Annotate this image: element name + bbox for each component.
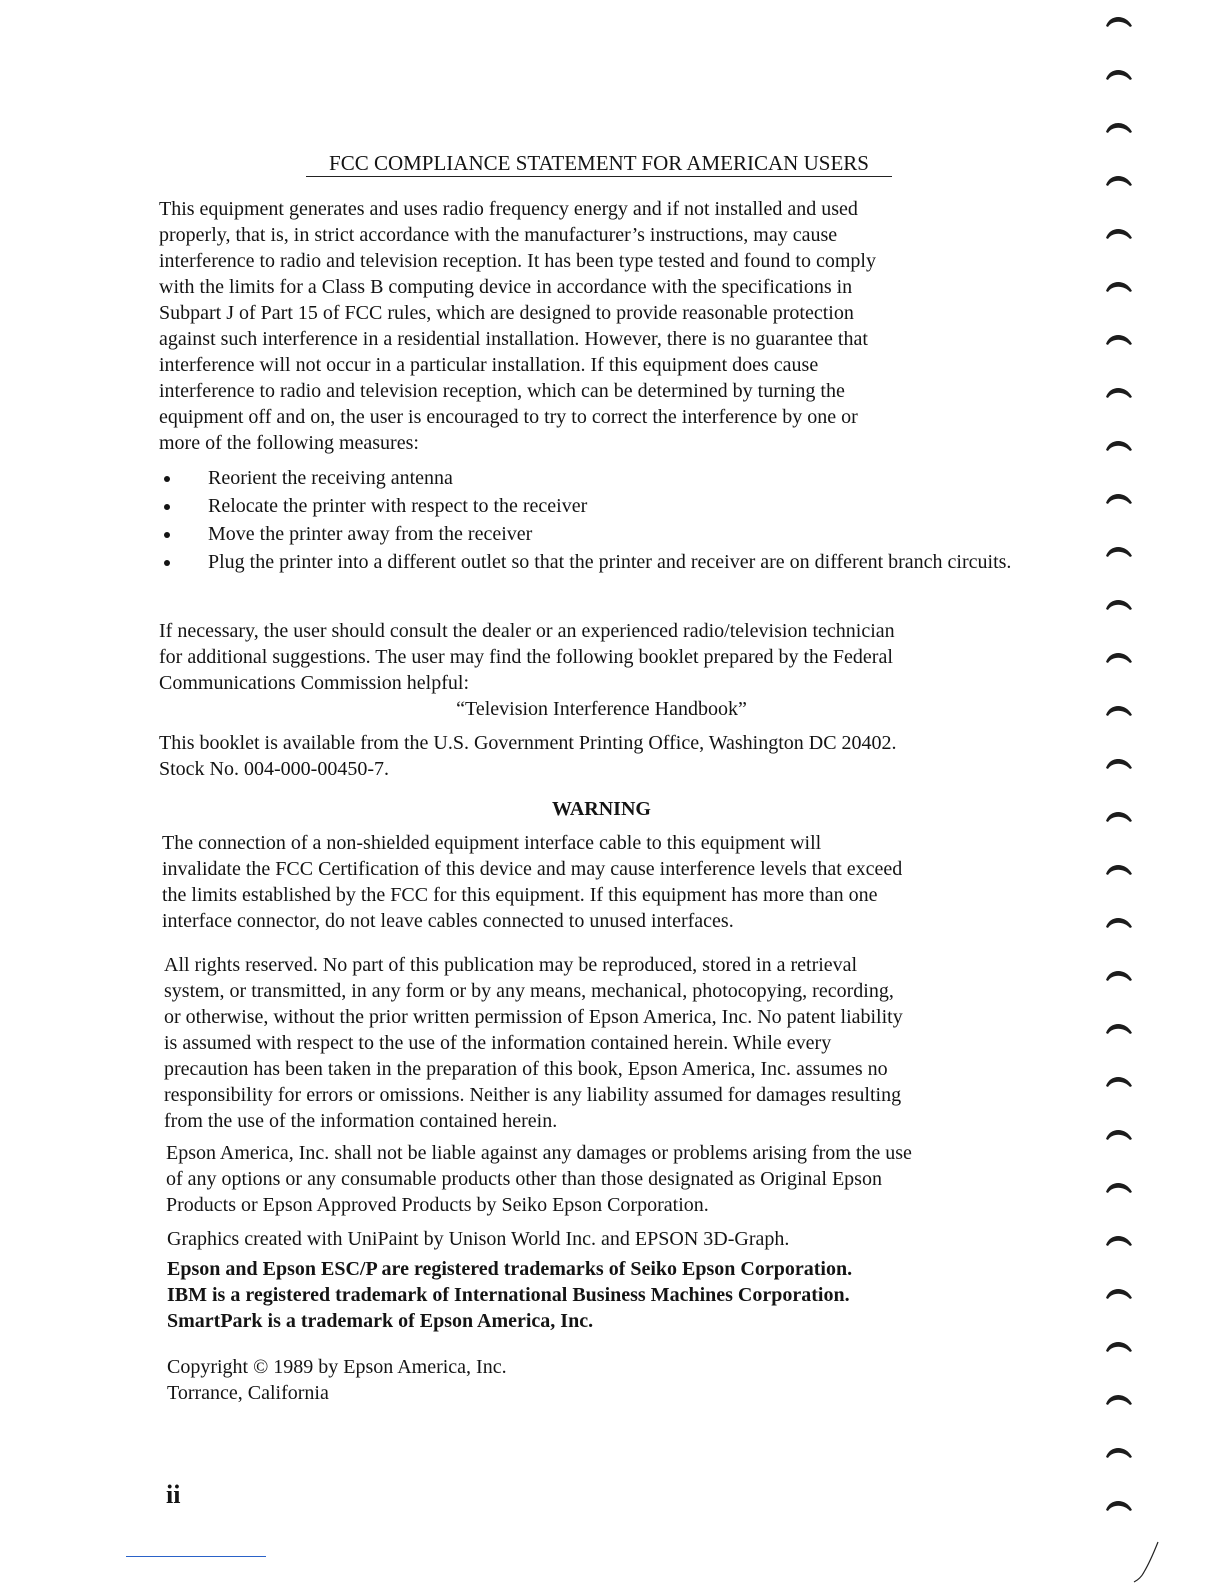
warning-line: the limits established by the FCC for this equipment. If this equipment has more than one <box>162 884 878 906</box>
warning-paragraph <box>162 830 1047 934</box>
liability-line: Epson America, Inc. shall not be liable against any damages or problems arising from the use <box>166 1142 912 1164</box>
rights-line: from the use of the information contained herein. <box>164 1110 558 1132</box>
trademark-line: IBM is a registered trademark of International Business Machines Corporation. <box>167 1284 850 1306</box>
binding-hole-icon <box>1106 1501 1132 1511</box>
binding-hole-icon <box>1106 388 1132 398</box>
graphics-credit: Graphics created with UniPaint by Unison World Inc. and EPSON 3D-Graph. <box>167 1228 790 1250</box>
rights-line: precaution has been taken in the preparation of this book, Epson America, Inc. assumes no <box>164 1058 888 1080</box>
consult-line: for additional suggestions. The user may find the following booklet prepared by the Federal <box>159 646 893 668</box>
warning-line: The connection of a non-shielded equipment interface cable to this equipment will <box>162 832 822 854</box>
booklet-title: “Television Interference Handbook” <box>456 698 747 720</box>
binding-hole-icon <box>1106 1289 1132 1299</box>
list-item-text: Plug the printer into a different outlet so that the printer and receiver are on different branch circuits. <box>208 551 1012 573</box>
availability-line: This booklet is available from the U.S. Government Printing Office, Washington DC 20402. <box>159 732 897 754</box>
trademarks-block <box>167 1256 1027 1334</box>
measures-list <box>159 464 1044 576</box>
binding-hole-icon <box>1106 1236 1132 1246</box>
list-item <box>159 492 1044 520</box>
warning-line: invalidate the FCC Certification of this device and may cause interference levels that exceed <box>162 858 903 880</box>
intro-line: interference to radio and television reception, which can be determined by turning the <box>159 380 845 402</box>
bullet-icon <box>164 504 170 510</box>
intro-line: interference to radio and television reception. It has been type tested and found to comply <box>159 250 876 272</box>
binding-hole-icon <box>1106 1342 1132 1352</box>
binding-hole-icon <box>1106 971 1132 981</box>
list-item-text: Reorient the receiving antenna <box>208 467 453 489</box>
binding-hole-icon <box>1106 70 1132 80</box>
availability-paragraph <box>159 730 1044 782</box>
intro-line: interference will not occur in a particular installation. If this equipment does cause <box>159 354 819 376</box>
list-item-text: Relocate the printer with respect to the receiver <box>208 495 588 517</box>
rights-paragraph <box>164 952 1049 1134</box>
binding-hole-icon <box>1106 1183 1132 1193</box>
list-item <box>159 520 1044 548</box>
rights-line: responsibility for errors or omissions. Neither is any liability assumed for damages resulting <box>164 1084 902 1106</box>
intro-line: with the limits for a Class B computing device in accordance with the specifications in <box>159 276 853 298</box>
binding-hole-icon <box>1106 759 1132 769</box>
binding-holes <box>1100 0 1150 1584</box>
binding-hole-icon <box>1106 441 1132 451</box>
rights-line: or otherwise, without the prior written permission of Epson America, Inc. No patent liability <box>164 1006 903 1028</box>
rights-line: system, or transmitted, in any form or by any means, mechanical, photocopying, recording, <box>164 980 894 1002</box>
intro-line: against such interference in a residential installation. However, there is no guarantee that <box>159 328 868 350</box>
availability-line: Stock No. 004-000-00450-7. <box>159 758 389 780</box>
binding-hole-icon <box>1106 865 1132 875</box>
copyright-block <box>167 1354 767 1406</box>
consult-paragraph <box>159 618 1044 696</box>
intro-line: more of the following measures: <box>159 432 419 454</box>
binding-hole-icon <box>1106 812 1132 822</box>
binding-hole-icon <box>1106 918 1132 928</box>
page-title: FCC COMPLIANCE STATEMENT FOR AMERICAN USERS <box>306 150 892 177</box>
binding-hole-icon <box>1106 653 1132 663</box>
binding-hole-icon <box>1106 282 1132 292</box>
liability-line: Products or Epson Approved Products by Seiko Epson Corporation. <box>166 1194 709 1216</box>
page-number: ii <box>166 1480 181 1509</box>
list-item <box>159 464 1044 492</box>
pen-mark-icon <box>1132 1540 1162 1584</box>
intro-line: This equipment generates and uses radio frequency energy and if not installed and used <box>159 198 858 220</box>
bullet-icon <box>164 532 170 538</box>
binding-hole-icon <box>1106 1077 1132 1087</box>
bullet-icon <box>164 476 170 482</box>
binding-hole-icon <box>1106 494 1132 504</box>
binding-hole-icon <box>1106 176 1132 186</box>
liability-line: of any options or any consumable products other than those designated as Original Epson <box>166 1168 882 1190</box>
list-item-text: Move the printer away from the receiver <box>208 523 533 545</box>
binding-hole-icon <box>1106 547 1132 557</box>
rights-line: All rights reserved. No part of this publication may be reproduced, stored in a retrieval <box>164 954 858 976</box>
binding-hole-icon <box>1106 229 1132 239</box>
intro-paragraph <box>159 196 1044 456</box>
list-item <box>159 548 1044 576</box>
binding-hole-icon <box>1106 706 1132 716</box>
binding-hole-icon <box>1106 600 1132 610</box>
trademark-line: Epson and Epson ESC/P are registered trademarks of Seiko Epson Corporation. <box>167 1258 853 1280</box>
binding-hole-icon <box>1106 335 1132 345</box>
binding-hole-icon <box>1106 123 1132 133</box>
warning-line: interface connector, do not leave cables connected to unused interfaces. <box>162 910 734 932</box>
intro-line: equipment off and on, the user is encouraged to try to correct the interference by one or <box>159 406 858 428</box>
consult-line: If necessary, the user should consult the dealer or an experienced radio/television technician <box>159 620 895 642</box>
binding-hole-icon <box>1106 1024 1132 1034</box>
copyright-line: Copyright © 1989 by Epson America, Inc. <box>167 1356 507 1378</box>
warning-heading: WARNING <box>552 798 651 820</box>
consult-line: Communications Commission helpful: <box>159 672 469 694</box>
bullet-icon <box>164 560 170 566</box>
trademark-line: SmartPark is a trademark of Epson America, Inc. <box>167 1310 594 1332</box>
intro-line: Subpart J of Part 15 of FCC rules, which are designed to provide reasonable protection <box>159 302 854 324</box>
liability-paragraph <box>166 1140 1051 1218</box>
binding-hole-icon <box>1106 1130 1132 1140</box>
binding-hole-icon <box>1106 1395 1132 1405</box>
copyright-line: Torrance, California <box>167 1382 329 1404</box>
binding-hole-icon <box>1106 1448 1132 1458</box>
footer-rule <box>126 1556 266 1557</box>
intro-line: properly, that is, in strict accordance with the manufacturer’s instructions, may cause <box>159 224 838 246</box>
binding-hole-icon <box>1106 17 1132 27</box>
rights-line: is assumed with respect to the use of the information contained herein. While every <box>164 1032 832 1054</box>
